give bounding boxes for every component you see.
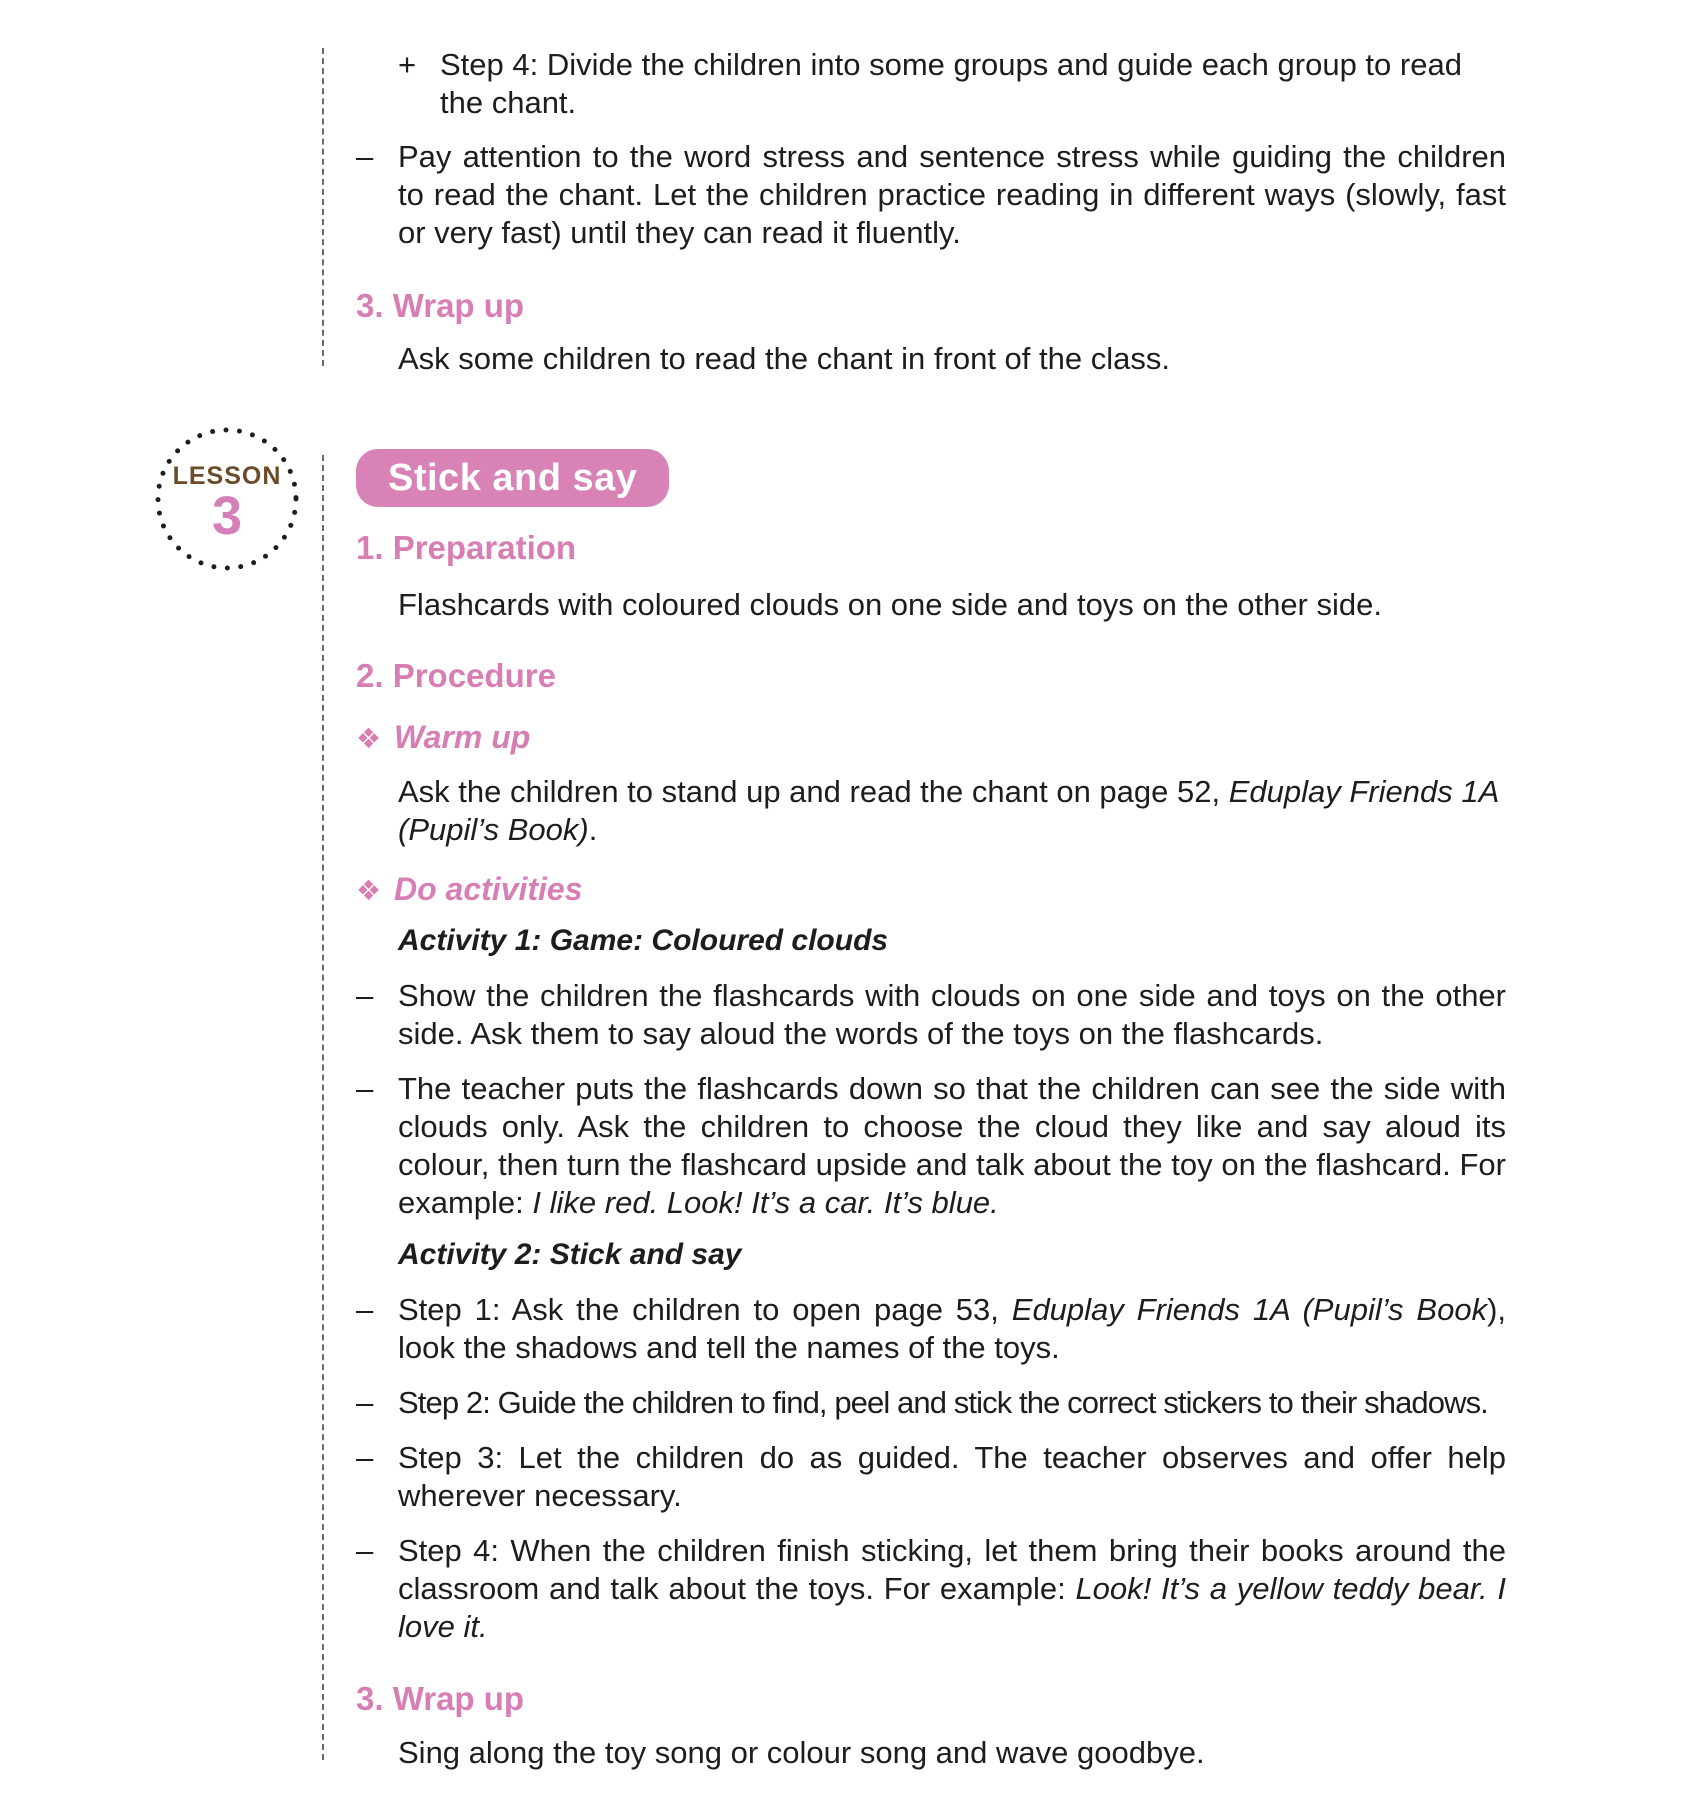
activity1-title: Activity 1: Game: Coloured clouds [398, 924, 889, 957]
diamond-bullet-icon: ❖ [356, 875, 382, 906]
step4-plus-marker: + [398, 47, 417, 82]
wrapup-text: Sing along the toy song or colour song and wave goodbye. [398, 1735, 1205, 1770]
a1-item2-bullet: – [356, 1071, 374, 1106]
intro-note-bullet: – [356, 139, 374, 174]
lesson-label: LESSON [172, 462, 282, 490]
intro-step4-text: Step 4: Divide the children into some groups and guide each group to read the chant. [440, 47, 1462, 120]
warmup-heading [356, 717, 530, 759]
a2-step4-bullet: – [356, 1533, 374, 1568]
warmup-heading-label: Warm up [394, 719, 531, 755]
a2-step4-example: Look! It’s a yellow teddy bear. I love it. [398, 1571, 1507, 1644]
lesson-number: 3 [211, 486, 243, 546]
lesson-badge [152, 424, 302, 574]
diamond-bullet-icon: ❖ [356, 723, 382, 754]
margin-dashed-line-bottom [322, 455, 324, 1760]
a2-step2-text: Step 2: Guide the children to find, peel and stick the correct stickers to their shadows. [398, 1385, 1488, 1420]
activities-heading-label: Do activities [394, 871, 583, 907]
procedure-heading: 2. Procedure [356, 657, 556, 694]
activity2-title: Activity 2: Stick and say [398, 1238, 742, 1271]
preparation-heading: 1. Preparation [356, 529, 577, 566]
lesson-title-pill: Stick and say [356, 449, 669, 507]
a1-item2-example: I like red. Look! It’s a car. It’s blue. [532, 1185, 999, 1220]
warmup-book-title: Eduplay Friends 1A (Pupil’s Book) [398, 774, 1499, 847]
a1-item2-text [398, 1070, 1506, 1222]
a2-step3-text: Step 3: Let the children do as guided. The teacher observes and offer help wherever necessary. [398, 1440, 1506, 1513]
activities-heading [356, 869, 583, 911]
intro-wrap-heading: 3. Wrap up [356, 287, 525, 324]
a2-step4-text [398, 1532, 1506, 1646]
warmup-text-a: Ask the children to stand up and read the chant on page 52, [398, 774, 1229, 809]
a1-item2-text-a: The teacher puts the flashcards down so that the children can see the side with clouds only. Ask the children to choose the cloud they like and say aloud its colour, then turn the flashcard upside and talk about the toy on the flashcard. For example: [398, 1071, 1506, 1220]
warmup-text-c: . [588, 812, 598, 847]
a2-step4-text-a: Step 4: When the children finish sticking, let them bring their books around the classroom and talk about the toys. For example: [398, 1533, 1506, 1606]
a2-step1-text [398, 1291, 1506, 1367]
a2-step1-book-title: Eduplay Friends 1A (Pupil’s Book [1011, 1292, 1488, 1327]
margin-dashed-line-top [322, 48, 324, 366]
a1-item1-text: Show the children the flashcards with clouds on one side and toys on the other side. Ask them to say aloud the words of the toys on the flashcards. [398, 978, 1506, 1051]
a2-step2-bullet: – [356, 1385, 374, 1420]
intro-wrap-text: Ask some children to read the chant in front of the class. [398, 341, 1170, 376]
warmup-text [398, 773, 1506, 849]
a2-step3-bullet: – [356, 1440, 374, 1475]
preparation-text: Flashcards with coloured clouds on one side and toys on the other side. [398, 587, 1382, 622]
intro-note-text: Pay attention to the word stress and sentence stress while guiding the children to read the chant. Let the children practice reading in different ways (slowly, fast or very fast) until they can read it fluently. [398, 139, 1506, 250]
a1-item1-bullet: – [356, 978, 374, 1013]
wrapup-heading: 3. Wrap up [356, 1680, 525, 1717]
a2-step1-text-c: ), look the shadows and tell the names of the toys. [398, 1292, 1507, 1365]
a2-step1-text-a: Step 1: Ask the children to open page 53, [398, 1292, 1012, 1327]
a2-step1-bullet: – [356, 1292, 374, 1327]
